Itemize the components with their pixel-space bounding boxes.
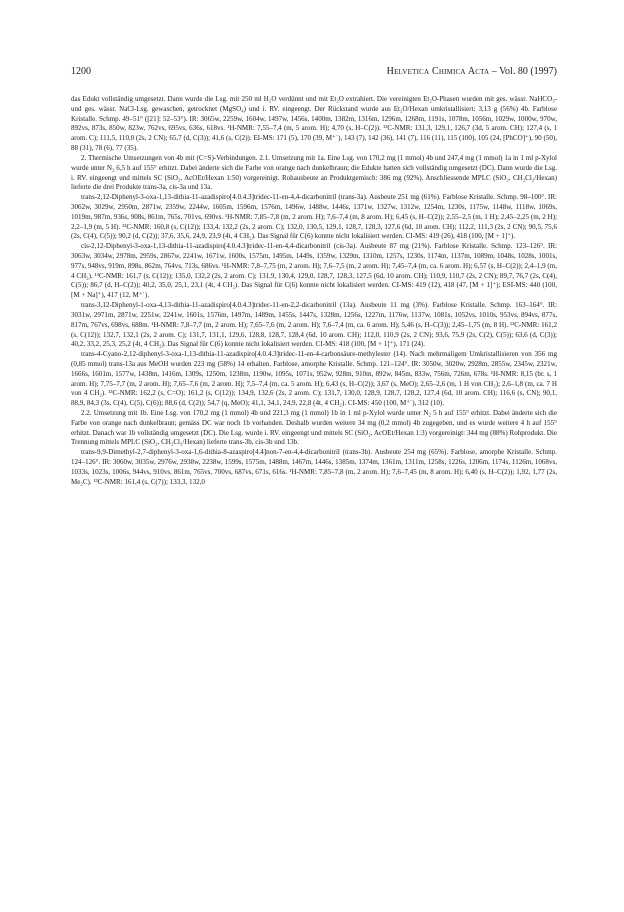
- page-header: [71, 66, 557, 78]
- paragraph-13a: trans-3,12-Diphenyl-1-oxa-4,13-dithia-11-azadispiro[4.0.4.3]tridec-11-en-2,2-dicarbonitril (13a). Ausbeute 11 mg (3%). Farblose Kristalle. Schmp. 163–164°. IR: 3031w, 2971m, 2871w, 2251w, 2241w, 1601s, 1576m, 1497m, 1489m, 1455s, 1447s, 1328m, 1256s, 1227m, 1176w, 1137w, 1081s, 1052vs, 1010s, 953vs, 894vs, 877s, 817m, 767vs, 698vs, 688m. ¹H-NMR: 7,8–7,7 (m, 2 arom. H); 7,65–7,6 (m, 2 arom. H); 7,6–7,4 (m, ca. 6 arom. H); 5,46 (s, H–C(3)); 2,45–1,75 (m, 8 H). ¹³C-NMR: 161,2 (s, C(12)); 132,7, 132,1 (2s, 2 arom. C); 131,7, 131,1, 129,6, 128,8, 128,7, 128,4 (6d, 10 arom. CH); 112,0, 110,9 (2s, 2 CN); 93,6, 75,9 (2s, C(2), C(5)); 63,6 (d, C(3)); 40,2, 33,2, 25,3, 25,2 (4t, 4 CH₂). Das Signal für C(6) konnte nicht lokalisiert werden. CI-MS: 418 (100, [M + 1]⁺), 171 (24).: [71, 301, 557, 349]
- page-number: 1200: [71, 66, 91, 77]
- volume-info: – Vol. 80 (1997): [491, 66, 557, 77]
- paragraph-trans-3a: trans-2,12-Diphenyl-3-oxa-1,13-dithia-11-azadispiro[4.0.4.3]tridec-11-en-4,4-dicarbonitril (trans-3a). Ausbeute 251 mg (61%). Farblose Kristalle. Schmp. 98–100°. IR: 3062w, 3029w, 2950m, 2871w, 2359w, 2244w, 1605m, 1596m, 1576m, 1496w, 1488w, 1446s, 1371w, 1327w, 1312w, 1254m, 1230s, 1175w, 1148w, 1118w, 1069s, 1019m, 987m, 936s, 908s, 861m, 765s, 701vs, 690vs. ¹H-NMR: 7,85–7,8 (m, 2 arom. H); 7,6–7,4 (m, 8 arom. H); 6,45 (s, H–C(2)); 2,55–2,5 (m, 1 H); 2,45–2,25 (m, 2 H); 2,2–1,9 (m, 5 H). ¹³C-NMR: 160,8 (s, C(12)); 133,4, 132,2 (2s, 2 arom. C); 132,0, 130,5, 129,1, 128,7, 128,3, 127,6 (6d, 10 arom. CH); 112,2, 111,3 (2s, 2 CN); 90,5, 75,6 (2s, C(4), C(5)); 90,2 (d, C(2)); 37,6, 35,6, 24,9, 23,9 (4t, 4 CH₂). Das Signal für C(6) konnte nicht lokalisiert werden. CI-MS: 419 (26), 418 (100, [M + 1]⁺).: [71, 193, 557, 241]
- article-body: [71, 95, 557, 488]
- paragraph-section-2-2: 2.2. Umsetzung mit 1b. Eine Lsg. von 170,2 mg (1 mmol) 4b und 221,3 mg (1 mmol) 1b in 1 ml p-Xylol wurde unter N₂ 5 h auf 155° erhitzt. Dabei änderte sich die Farbe von orange nach dunkelbraun; gemäss DC war noch 1b vorhanden. Deshalb wurden weitere 34 mg (0,2 mmol) 4b zugegeben, und es wurde weitere 4 h auf 155° erhitzt. Danach war 1b vollständig umgesetzt (DC). Die Lsg. wurde i. RV. eingeengt und mittels SC (SiO₂, AcOEt/Hexan 1:3) vorgereinigt: 344 mg (88%) Rohprodukt. Die Trennung mittels MPLC (SiO₂, CH₂Cl₂/Hexan) lieferte trans-3b, cis-3b und 13b.: [71, 409, 557, 447]
- paragraph-section-2-1: 2. Thermische Umsetzungen von 4b mit (C=S)-Verbindungen. 2.1. Umsetzung mit 1a. Eine Lsg. von 170,2 mg (1 mmol) 4b und 247,4 mg (1 mmol) 1a in 1 ml p-Xylol wurde unter N₂ 6,5 h auf 155° erhitzt. Dabei änderte sich die Farbe von orange nach dunkelbraun; die Edukte hatten sich vollständig umgesetzt (DC). Dann wurde die Lsg. i. RV. eingeengt und mittels SC (SiO₂, AcOEt/Hexan 1:50) vorgereinigt. Rohausbeute an Produktgemisch: 386 mg (92%). Anschliessende MPLC (SiO₂, CH₂Cl₂/Hexan) lieferte die drei Produkte trans-3a, cis-3a und 13a.: [71, 153, 557, 192]
- running-head: [387, 66, 557, 78]
- paragraph-trans-3b: trans-9,9-Dimethyl-2,7-diphenyl-3-oxa-1,6-dithia-8-azaspiro[4.4]non-7-en-4,4-dicarbonitril (trans-3b). Ausbeute 254 mg (65%). Farblose, amorphe Kristalle. Schmp. 124–126°. IR: 3060w, 3035w, 2976w, 2938w, 2238w, 1599s, 1575m, 1488m, 1467m, 1446s, 1385m, 1374m, 1361m, 1311m, 1258s, 1226s, 1206m, 1174s, 1126m, 1068vs, 1033s, 1023s, 1006s, 944vs, 910vs, 861m, 765vs, 700vs, 687vs, 671s, 616s. ¹H-NMR: 7,85–7,8 (m, 2 arom. H); 7,6–7,45 (m, 8 arom. H); 6,40 (s, H–C(2)); 1,92, 1,77 (2s, Me₂C). ¹³C-NMR: 161,4 (s, C(7)); 133,3, 132,0: [71, 448, 557, 486]
- journal-name: Helvetica Chimica Acta: [386, 66, 490, 77]
- paragraph-workup-4b: das Edukt vollständig umgesetzt. Dann wurde die Lsg. mit 250 ml H₂O verdünnt und mit Et₂O extrahiert. Die vereinigten Et₂O-Phasen wurden mit ges. wässr. NaHCO₃- und ges. wässr. NaCl-Lsg. gewaschen, getrocknet (MgSO₄) und i. RV. eingeengt. Der Rückstand wurde aus Et₂O/Hexan umkristallisiert: 3,13 g (56%) 4b. Farblose Kristalle. Schmp. 49–51° ([21]: 52–53°). IR: 3065w, 2259w, 1604w, 1497w, 1456s, 1400m, 1382m, 1316m, 1296m, 1268m, 1191s, 1078m, 1056m, 1029w, 1000w, 970w, 892vs, 873s, 850w, 823w, 762vs, 695vs, 636s, 618vs. ¹H-NMR: 7,55–7,4 (m, 5 arom. H); 4,70 (s, H–C(2)). ¹³C-NMR: 131,3, 129,1, 126,7 (3d, 5 arom. CH); 127,4 (s, 1 arom. C); 111,5, 110,0 (2s, 2 CN); 65,7 (d, C(3)); 41,6 (s, C(2)). EI-MS: 171 (5), 170 (39, M⁺˙), 143 (7), 142 (36), 141 (7), 116 (11), 115 (100), 105 (24, [PhCO]⁺), 90 (50), 88 (31), 78 (6), 77 (35).: [71, 95, 557, 153]
- page: [71, 66, 557, 488]
- paragraph-cis-3a: cis-2,12-Diphenyl-3-oxa-1,13-dithia-11-azadispiro[4.0.4.3]tridec-11-en-4,4-dicarbonitril (cis-3a). Ausbeute 87 mg (21%). Farblose Kristalle. Schmp. 123–126°. IR: 3063w, 3034w, 2978m, 2959s, 2867w, 2241w, 1671w, 1600s, 1575m, 1495m, 1449s, 1359w, 1329m, 1310m, 1257s, 1230s, 1174m, 1137m, 1089m, 1048s, 1028s, 1001s, 977s, 948vs, 919m, 898s, 862m, 764vs, 713s, 686vs. ¹H-NMR: 7,8–7,75 (m, 2 arom. H); 7,6–7,5 (m, 2 arom. H); 7,45–7,4 (m, ca. 6 arom. H); 6,57 (s, H–C(2)); 2,4–1,9 (m, 4 CH₂). ¹³C-NMR: 161,7 (s, C(12)); 135,0, 132,2 (2s, 2 arom. C); 131,9, 130,4, 129,0, 128,7, 128,3, 127,5 (6d, 10 arom. CH); 110,9, 110,7 (2s, 2 CN); 89,7, 76,7 (2s, C(4), C(5)); 86,7 (d, H–C(2)); 40,2, 35,0, 25,1, 23,1 (4t, 4 CH₂). Das Signal für C(6) konnte nicht lokalisiert werden. CI-MS: 419 (12), 418 (47, [M + 1]⁺); ESI-MS: 440 (100, [M + Na]⁺), 417 (12, M⁺˙).: [71, 242, 557, 300]
- paragraph-14: trans-4-Cyano-2,12-diphenyl-3-oxa-1,13-dithia-11-azadispiro[4.0.4.3]tridec-11-en-4-carbonsäure-methylester (14). Nach mehrmaligem Umkristallisieren von 356 mg (0,85 mmol) trans-13a aus MeOH wurden 223 mg (58%) 14 erhalten. Farblose, amorphe Kristalle. Schmp. 121–124°. IR: 3050w, 3020w, 2928m, 2855w, 2345w, 2321w, 1666s, 1601m, 1577w, 1438m, 1416m, 1309s, 1250m, 1238m, 1190w, 1095s, 1071s, 952w, 928m, 910m, 892w, 845m, 833w, 756m, 726m, 678s. ¹H-NMR: 8,15 (br. s, 1 arom. H); 7,75–7,7 (m, 2 arom. H); 7,65–7,6 (m, 2 arom. H); 7,5–7,4 (m, ca. 5 arom. H); 6,43 (s, H–C(2)); 3,67 (s, MeO); 2,65–2,6 (m, 1 H von CH₂); 2,6–1,8 (m, ca. 7 H von 4 CH₂). ¹³C-NMR: 162,2 (s, C=O); 161,2 (s, C(12)); 134,9, 132,6 (2s, 2 arom. C); 131,7, 130,0, 128,9, 128,7, 128,2, 127,4 (6d, 10 arom. CH); 116,6 (s, CN); 90,1, 88,9, 84,3 (3s, C(4), C(5), C(6)); 88,6 (d, C(2)); 54,7 (q, MeO); 41,1, 34,1, 24,9, 22,8 (4t, 4 CH₂). CI-MS: 450 (100, M⁺˙), 312 (10).: [71, 350, 557, 408]
